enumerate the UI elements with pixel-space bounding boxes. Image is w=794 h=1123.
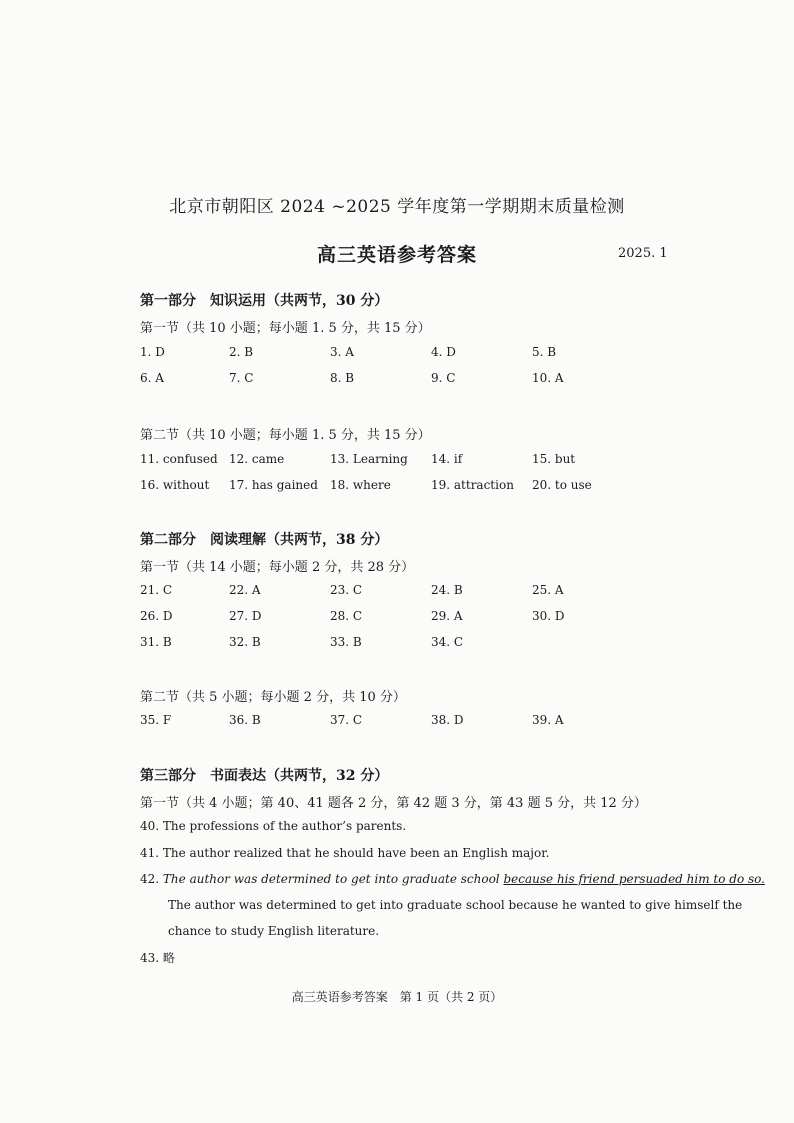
part2-section2-heading: 第二节（共 5 小题；每小题 2 分，共 10 分） [140,690,406,705]
answer-row [0,713,794,731]
answer-42-number: 42. [140,872,160,886]
answer-41: 41. The author realized that he should have been an English major. [140,846,550,860]
answer-42-line2: The author was determined to get into graduate school because he wanted to give himself the [168,898,743,912]
part1-heading: 第一部分 知识运用（共两节，30 分） [140,293,389,309]
part1-section2-heading: 第二节（共 10 小题；每小题 1. 5 分，共 15 分） [140,428,431,443]
answer-item: 16. without [140,478,210,492]
answer-item: 17. has gained [229,478,318,492]
answer-43: 43. 略 [140,951,175,965]
answer-item: 24. B [431,583,463,597]
answer-row [0,609,794,627]
answer-item: 4. D [431,345,456,359]
part1-section1-heading: 第一节（共 10 小题；每小题 1. 5 分，共 15 分） [140,321,431,336]
answer-item: 21. C [140,583,173,597]
answer-item: 29. A [431,609,463,623]
answer-item: 26. D [140,609,173,623]
document-title: 北京市朝阳区 2024 ~2025 学年度第一学期期末质量检测 [169,197,625,217]
answer-item: 13. Learning [330,452,408,466]
page-footer: 高三英语参考答案 第 1 页（共 2 页） [291,990,503,1004]
answer-row [0,635,794,653]
answer-row [0,452,794,470]
answer-42 [140,872,765,886]
answer-item: 30. D [532,609,565,623]
part3-section1-heading: 第一节（共 4 小题；第 40、41 题各 2 分，第 42 题 3 分，第 43 题 5 分，共 12 分） [140,796,647,811]
answer-item: 3. A [330,345,354,359]
answer-item: 27. D [229,609,262,623]
answer-item: 5. B [532,345,557,359]
answer-item: 35. F [140,713,172,727]
answer-item: 2. B [229,345,254,359]
answer-item: 36. B [229,713,261,727]
answer-42-italic: The author was determined to get into graduate school [162,872,500,886]
answer-item: 31. B [140,635,172,649]
answer-item: 6. A [140,371,164,385]
answer-42-underlined: because his friend persuaded him to do so. [503,872,765,886]
answer-row [0,345,794,363]
answer-item: 33. B [330,635,362,649]
answer-item: 9. C [431,371,456,385]
part2-heading: 第二部分 阅读理解（共两节，38 分） [140,532,389,548]
answer-item: 23. C [330,583,363,597]
part3-heading: 第三部分 书面表达（共两节，32 分） [140,768,389,784]
document-date: 2025. 1 [618,246,668,261]
answer-item: 37. C [330,713,363,727]
answer-item: 1. D [140,345,165,359]
answer-item: 19. attraction [431,478,514,492]
answer-item: 15. but [532,452,576,466]
answer-item: 8. B [330,371,355,385]
answer-40: 40. The professions of the author’s parents. [140,819,407,833]
part2-section1-heading: 第一节（共 14 小题；每小题 2 分，共 28 分） [140,560,415,575]
answer-item: 11. confused [140,452,218,466]
answer-item: 39. A [532,713,564,727]
answer-42-line3: chance to study English literature. [168,924,380,938]
answer-row [0,371,794,389]
document-subtitle: 高三英语参考答案 [316,244,477,266]
answer-item: 18. where [330,478,391,492]
answer-item: 12. came [229,452,285,466]
answer-item: 38. D [431,713,464,727]
answer-row [0,583,794,601]
answer-item: 34. C [431,635,464,649]
answer-item: 10. A [532,371,564,385]
answer-item: 32. B [229,635,261,649]
answer-row [0,478,794,496]
answer-item: 20. to use [532,478,592,492]
answer-item: 28. C [330,609,363,623]
answer-item: 22. A [229,583,261,597]
answer-item: 7. C [229,371,254,385]
answer-item: 14. if [431,452,463,466]
answer-item: 25. A [532,583,564,597]
